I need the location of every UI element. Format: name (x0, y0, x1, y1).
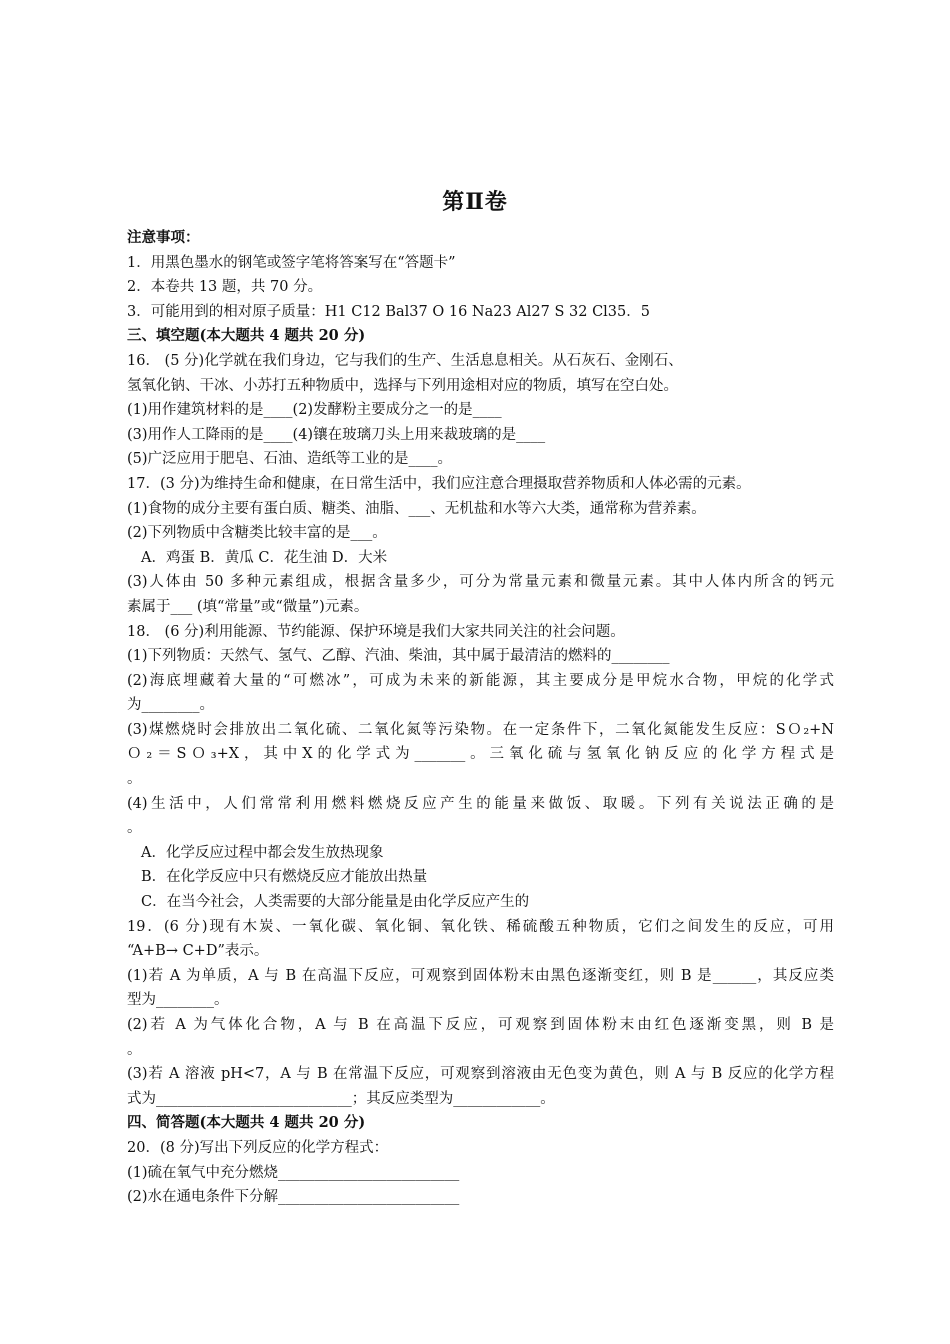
question-line: 20．(8 分)写出下列反应的化学方程式： (127, 1139, 389, 1156)
question-line: (2)海底埋藏着大量的“可燃冰”，可成为未来的新能源，其主要成分是甲烷水合物，甲烷的化学式 (127, 672, 834, 689)
section-heading: 四、简答题(本大题共 4 题共 20 分) (127, 1114, 366, 1132)
question-line: “A+B→ C+D”表示。 (127, 943, 269, 960)
page-title: 第Ⅱ卷 (442, 189, 508, 215)
question-line: 17．(3 分)为维持生命和健康，在日常生活中，我们应注意合理摄取营养物质和人体必需的元素。 (127, 475, 751, 492)
question-line: 。 (127, 771, 142, 788)
question-line: 。 (127, 820, 142, 837)
option-line: A．鸡蛋 B．黄瓜 C．花生油 D．大米 (141, 549, 388, 566)
question-line: (1)若 A 为单质，A 与 B 在高温下反应，可观察到固体粉末由黑色逐渐变红，则 B 是______，其反应类 (127, 967, 834, 984)
question-line: Ｏ₂＝SＯ₃+X，其中X的化学式为_______。三氧化硫与氢氧化钠反应的化学方程式是 (127, 746, 834, 763)
option-line: C．在当今社会，人类需要的大部分能量是由化学反应产生的 (141, 894, 530, 911)
question-line: 素属于___ (填“常量”或“微量”)元素。 (127, 598, 369, 615)
question-line: (5)广泛应用于肥皂、石油、造纸等工业的是____。 (127, 451, 453, 468)
notice-item: 3．可能用到的相对原子质量：H1 C12 Bal37 O 16 Na23 Al27 S 32 Cl35．5 (127, 303, 650, 320)
question-line: (2)下列物质中含糖类比较丰富的是___。 (127, 525, 387, 542)
question-line: (3)煤燃烧时会排放出二氧化硫、二氧化氮等污染物。在一定条件下，二氧化氮能发生反应：SＯ₂+N (127, 721, 834, 738)
question-line: 。 (127, 1041, 142, 1058)
question-line: 16． (5 分)化学就在我们身边，它与我们的生产、生活息息相关。从石灰石、金刚石、 (127, 352, 683, 369)
option-line: B．在化学反应中只有燃烧反应才能放出热量 (141, 869, 428, 886)
notice-item: 1．用黑色墨水的钢笔或签字笔将答案写在“答题卡” (127, 254, 456, 271)
question-line: 氢氧化钠、干冰、小苏打五种物质中，选择与下列用途相对应的物质，填写在空白处。 (127, 377, 678, 394)
question-line: (4)生活中，人们常常利用燃料燃烧反应产生的能量来做饭、取暖。下列有关说法正确的是 (127, 795, 834, 812)
question-line: 18． (6 分)利用能源、节约能源、保护环境是我们大家共同关注的社会问题。 (127, 623, 625, 640)
question-line: (1)用作建筑材料的是____(2)发酵粉主要成分之一的是____ (127, 402, 502, 419)
question-line: (2)若 A 为气体化合物，A 与 B 在高温下反应，可观察到固体粉末由红色逐渐变黑，则 B 是 (127, 1017, 834, 1033)
section-heading: 三、填空题(本大题共 4 题共 20 分) (127, 327, 366, 345)
question-line: 19．(6 分)现有木炭、一氧化碳、氧化铜、氧化铁、稀硫酸五种物质，它们之间发生的反应，可用 (127, 918, 834, 935)
notice-heading: 注意事项： (127, 229, 200, 246)
question-line: 式为___________________________；其反应类型为____________。 (127, 1090, 555, 1107)
question-line: (3)若 A 溶液 pH<7，A 与 B 在常温下反应，可观察到溶液由无色变为黄色，则 A 与 B 反应的化学方程 (127, 1066, 834, 1083)
question-line: (1)下列物质：天然气、氢气、乙醇、汽油、柴油，其中属于最清洁的燃料的________ (127, 648, 670, 665)
question-line: (1)食物的成分主要有蛋白质、糖类、油脂、___、无机盐和水等六大类，通常称为营养素。 (127, 500, 706, 517)
question-line: (3)人体由 50 多种元素组成，根据含量多少，可分为常量元素和微量元素。其中人体内所含的钙元 (127, 574, 834, 591)
question-line: (2)水在通电条件下分解_________________________ (127, 1189, 460, 1206)
option-line: A．化学反应过程中都会发生放热现象 (141, 844, 384, 861)
question-line: 为________。 (127, 697, 214, 714)
notice-item: 2．本卷共 13 题，共 70 分。 (127, 279, 323, 296)
question-line: (3)用作人工降雨的是____(4)镶在玻璃刀头上用来裁玻璃的是____ (127, 426, 546, 443)
question-line: (1)硫在氧气中充分燃烧_________________________ (127, 1164, 460, 1181)
document-body (127, 226, 834, 1210)
question-line: 型为________。 (127, 992, 229, 1009)
